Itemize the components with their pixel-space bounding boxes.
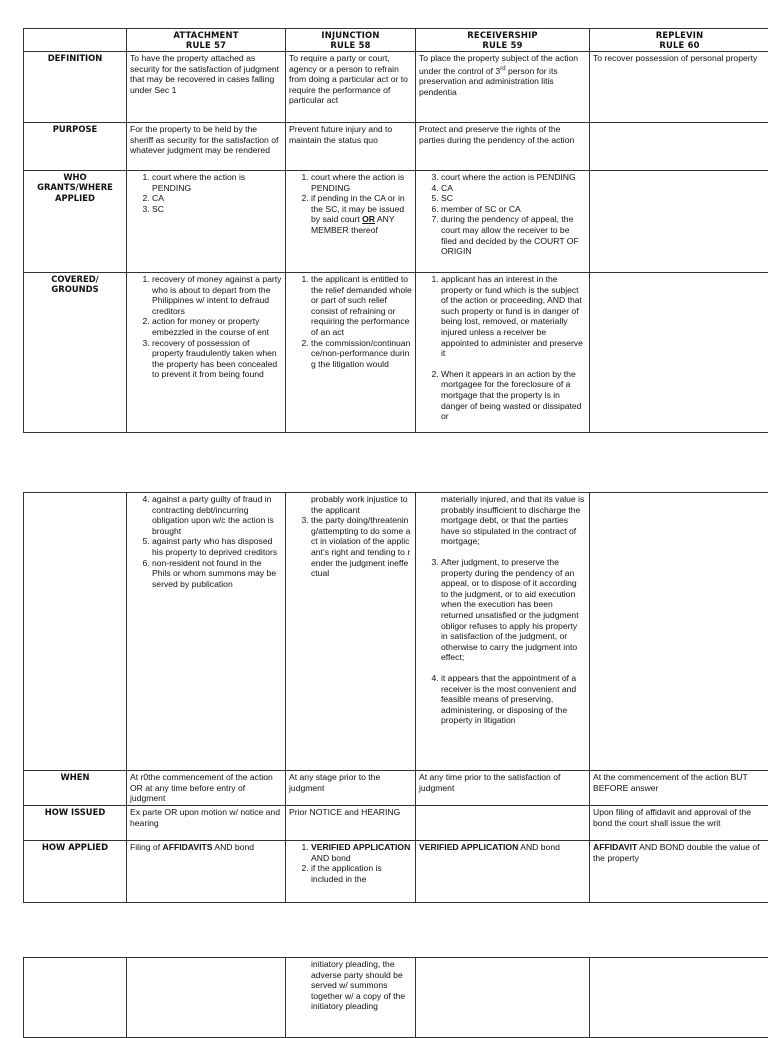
when-injunction: At any stage prior to the judgment	[286, 771, 416, 806]
covered-cont-receivership	[416, 493, 590, 771]
definition-receivership-pre: To place the property subject of the action under the control of 3	[419, 53, 578, 75]
header-attachment-rule: RULE 57	[130, 40, 282, 50]
definition-receivership-post: person for its preservation and administration litis pendentia	[419, 65, 558, 96]
row-how-applied-continued	[24, 958, 768, 1038]
who-grants-attachment-list	[130, 172, 282, 214]
row-label-who-grants: WHO GRANTS/WHERE APPLIED	[24, 171, 127, 273]
list-item: 2. the commission/continuance/non-performance during the litigation would	[311, 338, 412, 370]
how-applied-receivership-bold: VERIFIED APPLICATION	[419, 842, 518, 852]
list-item: 4. it appears that the appointment of a receiver is the most convenient and feasible means of preserving, administering, or disposing of the property in litigation	[441, 673, 586, 726]
row-who-grants	[24, 171, 768, 273]
covered-cont-attachment	[127, 493, 286, 771]
definition-replevin: To recover possession of personal property	[590, 52, 768, 123]
list-item: 6. member of SC or CA	[441, 204, 586, 215]
row-label-covered: COVERED/ GROUNDS	[24, 273, 127, 433]
purpose-injunction: Prevent future injury and to maintain the status quo	[286, 123, 416, 171]
list-item: 3. court where the action is PENDING	[441, 172, 586, 183]
how-applied-cont-receivership	[416, 958, 590, 1038]
covered-receivership-list	[419, 274, 586, 422]
list-item: 1. the applicant is entitled to the relief demanded whole or part of such relief consist of refraining or requiring the performance of an act	[311, 274, 412, 338]
list-item: 1. court where the action is PENDING	[152, 172, 282, 193]
definition-injunction: To require a party or court, agency or a person to refrain from doing a particular act or to require the performance of particular act	[286, 52, 416, 123]
who-grants-injunction-list	[289, 172, 412, 236]
list-item: 5. against party who has disposed his property to deprived creditors	[152, 536, 282, 557]
header-injunction-name: INJUNCTION	[289, 30, 412, 40]
header-corner-cell	[24, 29, 127, 52]
list-item	[311, 193, 412, 235]
header-attachment-name: ATTACHMENT	[130, 30, 282, 40]
when-replevin: At the commencement of the action BUT BEFORE answer	[590, 771, 768, 806]
covered-cont-injunction	[286, 493, 416, 771]
who-grants-replevin	[590, 171, 768, 273]
header-injunction-rule: RULE 58	[289, 40, 412, 50]
provisional-remedies-table-part-1	[23, 28, 768, 433]
list-item: 3. recovery of possession of property fraudulently taken when the property has been concealed to prevent it from being found	[152, 338, 282, 380]
list-item: 1. applicant has an interest in the property or fund which is the subject of the action or proceeding, AND that such property or fund is in danger of being lost, removed, or materially injured unless a receiver be appointed to administer and preserve it	[441, 274, 586, 359]
who-grants-receivership	[416, 171, 590, 273]
list-item: 3. After judgment, to preserve the property during the pendency of an appeal, or to dispose of it according to the judgment, or to aid execution when the execution has been returned unsatisfied or the judgment obligor refuses to apply his property in satisfaction of the judgment, or otherwise to carry the judgment into effect;	[441, 557, 586, 663]
covered-cont-receivership-list	[419, 557, 586, 726]
how-applied-cont-replevin	[590, 958, 768, 1038]
how-applied-injunction-bold: VERIFIED APPLICATION	[311, 842, 410, 852]
list-item: 3. the party doing/threatening/attempting to do some act in violation of the applicant’s right and tending to render the judgment ineffectual	[311, 515, 412, 579]
who-grants-injunction-2-pre: if pending in the CA or in the SC, it may be issued by said court	[311, 193, 405, 224]
header-injunction	[286, 29, 416, 52]
row-when	[24, 771, 768, 806]
who-grants-injunction-or: OR	[362, 214, 375, 224]
how-applied-cont-label	[24, 958, 127, 1038]
list-item: 3. SC	[152, 204, 282, 215]
covered-cont-injunction-text: probably work injustice to the applicant	[289, 494, 412, 515]
list-item: 5. SC	[441, 193, 586, 204]
how-applied-cont-injunction-text: initiatory pleading, the adverse party should be served w/ summons together w/ a copy of the initiatory pleading	[289, 959, 412, 1012]
list-item: 2. action for money or property embezzled in the course of ent	[152, 316, 282, 337]
purpose-receivership: Protect and preserve the rights of the parties during the pendency of the action	[416, 123, 590, 171]
header-row	[24, 29, 768, 52]
who-grants-receivership-list	[419, 172, 586, 257]
row-label-definition: DEFINITION	[24, 52, 127, 123]
how-applied-attachment	[127, 841, 286, 903]
list-item: 1. recovery of money against a party who is about to depart from the Philippines w/ intent to defraud creditors	[152, 274, 282, 316]
row-label-when: WHEN	[24, 771, 127, 806]
header-receivership-name: RECEIVERSHIP	[419, 30, 586, 40]
how-issued-receivership	[416, 806, 590, 841]
row-how-applied	[24, 841, 768, 903]
covered-cont-attachment-list	[130, 494, 282, 589]
list-item: 4. CA	[441, 183, 586, 194]
covered-cont-injunction-list	[289, 515, 412, 579]
covered-replevin	[590, 273, 768, 433]
how-issued-attachment: Ex parte OR upon motion w/ notice and hearing	[127, 806, 286, 841]
list-item: 2. When it appears in an action by the mortgagee for the foreclosure of a mortgage that the property is in danger of being wasted or dissipated or	[441, 369, 586, 422]
row-purpose	[24, 123, 768, 171]
purpose-attachment: For the property to be held by the sheriff as security for the satisfaction of whatever judgment may be rendered	[127, 123, 286, 171]
row-how-issued	[24, 806, 768, 841]
how-applied-cont-attachment	[127, 958, 286, 1038]
how-applied-replevin-post: AND BOND double the value of the property	[593, 842, 760, 863]
who-grants-attachment	[127, 171, 286, 273]
when-attachment: At r0the commencement of the action OR at any time before entry of judgment	[127, 771, 286, 806]
header-receivership	[416, 29, 590, 52]
list-item: 4. against a party guilty of fraud in contracting debt/incurring obligation upon w/c the action is brought	[152, 494, 282, 536]
header-replevin	[590, 29, 768, 52]
who-grants-injunction-2-post: ANY MEMBER thereof	[311, 214, 394, 235]
how-applied-injunction-list	[289, 842, 412, 884]
who-grants-injunction	[286, 171, 416, 273]
definition-receivership	[416, 52, 590, 123]
row-label-how-applied: HOW APPLIED	[24, 841, 127, 903]
when-receivership: At any time prior to the satisfaction of judgment	[416, 771, 590, 806]
row-covered-continued	[24, 493, 768, 771]
header-receivership-rule: RULE 59	[419, 40, 586, 50]
how-applied-receivership	[416, 841, 590, 903]
how-applied-receivership-post: AND bond	[518, 842, 560, 852]
how-applied-injunction	[286, 841, 416, 903]
covered-attachment-list	[130, 274, 282, 380]
covered-receivership	[416, 273, 590, 433]
list-item: 2. if the application is included in the	[311, 863, 412, 884]
list-item: 1. court where the action is PENDING	[311, 172, 412, 193]
covered-injunction	[286, 273, 416, 433]
definition-receivership-sup: rd	[500, 66, 505, 72]
header-attachment	[127, 29, 286, 52]
covered-attachment	[127, 273, 286, 433]
row-definition	[24, 52, 768, 123]
covered-injunction-list	[289, 274, 412, 369]
purpose-replevin	[590, 123, 768, 171]
how-applied-cont-injunction	[286, 958, 416, 1038]
provisional-remedies-table-part-3	[23, 957, 768, 1038]
header-replevin-name: REPLEVIN	[593, 30, 766, 40]
how-applied-replevin	[590, 841, 768, 903]
list-item: 7. during the pendency of appeal, the court may allow the receiver to be filed and decided by the COURT OF ORIGIN	[441, 214, 586, 256]
how-applied-attachment-pre: Filing of	[130, 842, 162, 852]
covered-cont-receivership-text: materially injured, and that its value is probably insufficient to discharge the mortgage debt, or that the parties have so stipulated in the contract of mortgage;	[419, 494, 586, 547]
list-item: 2. CA	[152, 193, 282, 204]
how-issued-replevin: Upon filing of affidavit and approval of the bond the court shall issue the writ	[590, 806, 768, 841]
how-applied-attachment-bold: AFFIDAVITS	[162, 842, 212, 852]
provisional-remedies-table-part-2	[23, 492, 768, 903]
covered-cont-replevin	[590, 493, 768, 771]
header-replevin-rule: RULE 60	[593, 40, 766, 50]
how-applied-injunction-post: AND bond	[311, 853, 351, 863]
how-issued-injunction: Prior NOTICE and HEARING	[286, 806, 416, 841]
how-applied-replevin-bold: AFFIDAVIT	[593, 842, 637, 852]
row-label-purpose: PURPOSE	[24, 123, 127, 171]
how-applied-attachment-post: AND bond	[212, 842, 254, 852]
row-covered	[24, 273, 768, 433]
covered-cont-label	[24, 493, 127, 771]
row-label-how-issued: HOW ISSUED	[24, 806, 127, 841]
list-item: 6. non-resident not found in the Phils or whom summons may be served by publication	[152, 558, 282, 590]
definition-attachment: To have the property attached as security for the satisfaction of judgment that may be recovered in cases falling under Sec 1	[127, 52, 286, 123]
list-item	[311, 842, 412, 863]
